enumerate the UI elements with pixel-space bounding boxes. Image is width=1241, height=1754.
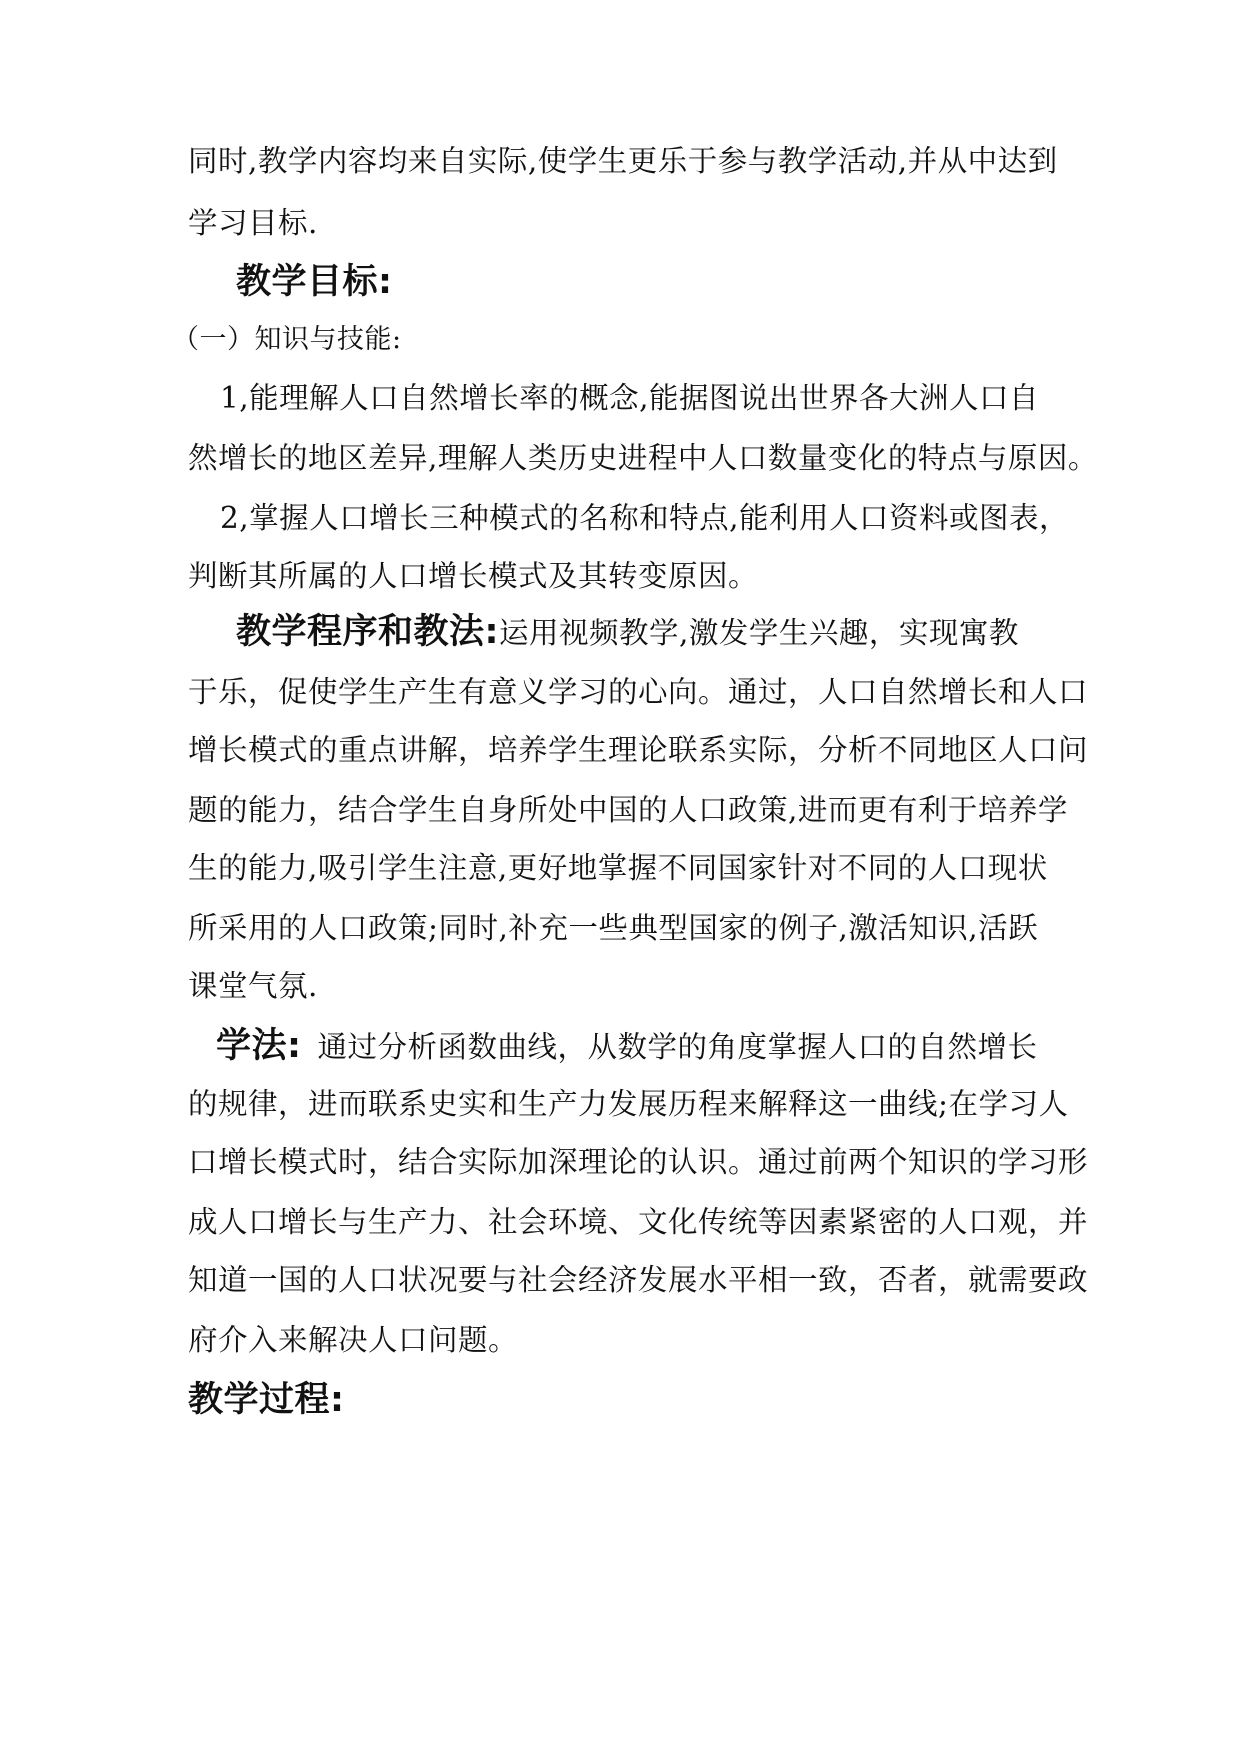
paragraph-line: 的规律，进而联系史实和生产力发展历程来解释这一曲线;在学习人 xyxy=(188,1087,1069,1121)
paragraph-line: 同时,教学内容均来自实际,使学生更乐于参与教学活动,并从中达到 xyxy=(188,144,1058,178)
paragraph-line: 所采用的人口政策;同时,补充一些典型国家的例子,激活知识,活跃 xyxy=(188,911,1039,945)
objective-item-2: 2,掌握人口增长三种模式的名称和特点,能利用人口资料或图表， xyxy=(220,501,1070,535)
paragraph-line: 然增长的地区差异,理解人类历史进程中人口数量变化的特点与原因。 xyxy=(188,441,1098,475)
paragraph-line: 成人口增长与生产力、社会环境、文化传统等因素紧密的人口观，并 xyxy=(188,1205,1089,1239)
procedure-line xyxy=(236,612,1019,653)
paragraph-line: 知道一国的人口状况要与社会经济发展水平相一致，否者，就需要政 xyxy=(188,1263,1089,1297)
procedure-text: 运用视频教学,激发学生兴趣，实现寓教 xyxy=(499,616,1019,650)
paragraph-line: 增长模式的重点讲解，培养学生理论联系实际，分析不同地区人口问 xyxy=(188,733,1089,767)
paragraph-line: 生的能力,吸引学生注意,更好地掌握不同国家针对不同的人口现状 xyxy=(188,851,1048,885)
paragraph-line: 判断其所属的人口增长模式及其转变原因。 xyxy=(188,559,759,593)
paragraph-line: 学习目标. xyxy=(188,206,318,240)
paragraph-line: 于乐，促使学生产生有意义学习的心向。通过，人口自然增长和人口 xyxy=(188,675,1089,709)
section-knowledge-skills: （一）知识与技能: xyxy=(172,324,402,355)
heading-process: 教学过程: xyxy=(188,1380,345,1420)
paragraph-line: 口增长模式时，结合实际加深理论的认识。通过前两个知识的学习形 xyxy=(188,1145,1089,1179)
paragraph-line: 府介入来解决人口问题。 xyxy=(188,1323,519,1357)
learning-text: 通过分析函数曲线，从数学的角度掌握人口的自然增长 xyxy=(317,1030,1038,1064)
paragraph-line: 题的能力，结合学生自身所处中国的人口政策,进而更有利于培养学 xyxy=(188,793,1068,827)
heading-learning: 学法: xyxy=(216,1026,302,1066)
paragraph-line: 课堂气氛. xyxy=(188,969,318,1003)
heading-procedure: 教学程序和教法: xyxy=(236,612,499,652)
learning-line xyxy=(216,1026,1038,1067)
objective-item-1: 1,能理解人口自然增长率的概念,能据图说出世界各大洲人口自 xyxy=(220,381,1040,415)
heading-objectives: 教学目标: xyxy=(236,262,393,302)
